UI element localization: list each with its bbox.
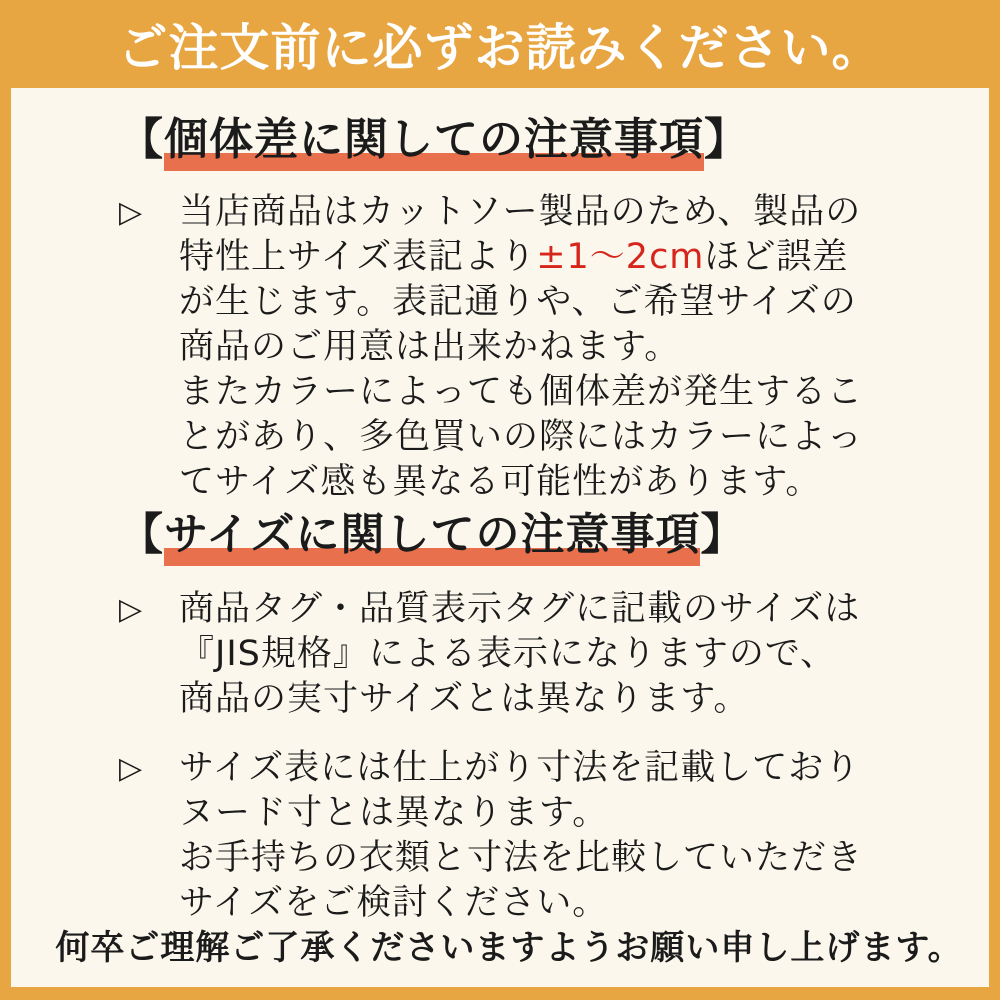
bullet-item-individual-difference	[119, 190, 961, 505]
bullet-item-jis-tag	[119, 587, 961, 722]
bracket-open: 【	[119, 509, 164, 560]
triangle-bullet-icon: ▷	[119, 195, 144, 230]
bottom-frame-bar	[0, 987, 1000, 1000]
section-individual-difference	[119, 114, 961, 505]
bracket-open: 【	[119, 114, 164, 165]
content-area	[11, 88, 989, 987]
bracket-close: 】	[700, 509, 746, 560]
section-title-highlighted: サイズに関しての注意事項	[164, 509, 700, 566]
bullet-item-finished-measurements	[119, 746, 961, 926]
triangle-bullet-icon: ▷	[119, 592, 144, 627]
section-size-notes	[119, 509, 961, 926]
footer-note: 何卒ご理解ご了承くださいますようお願い申し上げます。	[55, 928, 963, 968]
bullet-text-finished-measurements: サイズ表には仕上がり寸法を記載しており ヌード寸とは異なります。 お手持ちの衣類と寸法を比較していただき サイズをご検討ください。	[179, 748, 864, 923]
bullet-text-jis-tag: 商品タグ・品質表示タグに記載のサイズは 『JIS規格』による表示になりますので、 商品の実寸サイズとは異なります。	[179, 589, 861, 719]
bullet-text-individual-difference: 当店商品はカットソー製品のため、製品の 特性上サイズ表記より±1〜2cmほど誤差 が生じます。表記通りや、ご希望サイズの 商品のご用意は出来かねます。 またカラーによっても個体差が発生するこ とがあり、多色買いの際にはカラーによっ てサイズ感も異なる可能性があります。	[179, 192, 864, 502]
triangle-bullet-icon: ▷	[119, 751, 144, 786]
section-heading-individual-difference	[119, 114, 961, 166]
bracket-close: 】	[704, 114, 749, 165]
section-title-highlighted: 個体差に関しての注意事項	[164, 114, 704, 171]
top-banner-title: ご注文前に必ずお読みください。	[117, 19, 883, 77]
top-banner	[0, 0, 1000, 88]
section-heading-size-notes	[119, 509, 961, 561]
